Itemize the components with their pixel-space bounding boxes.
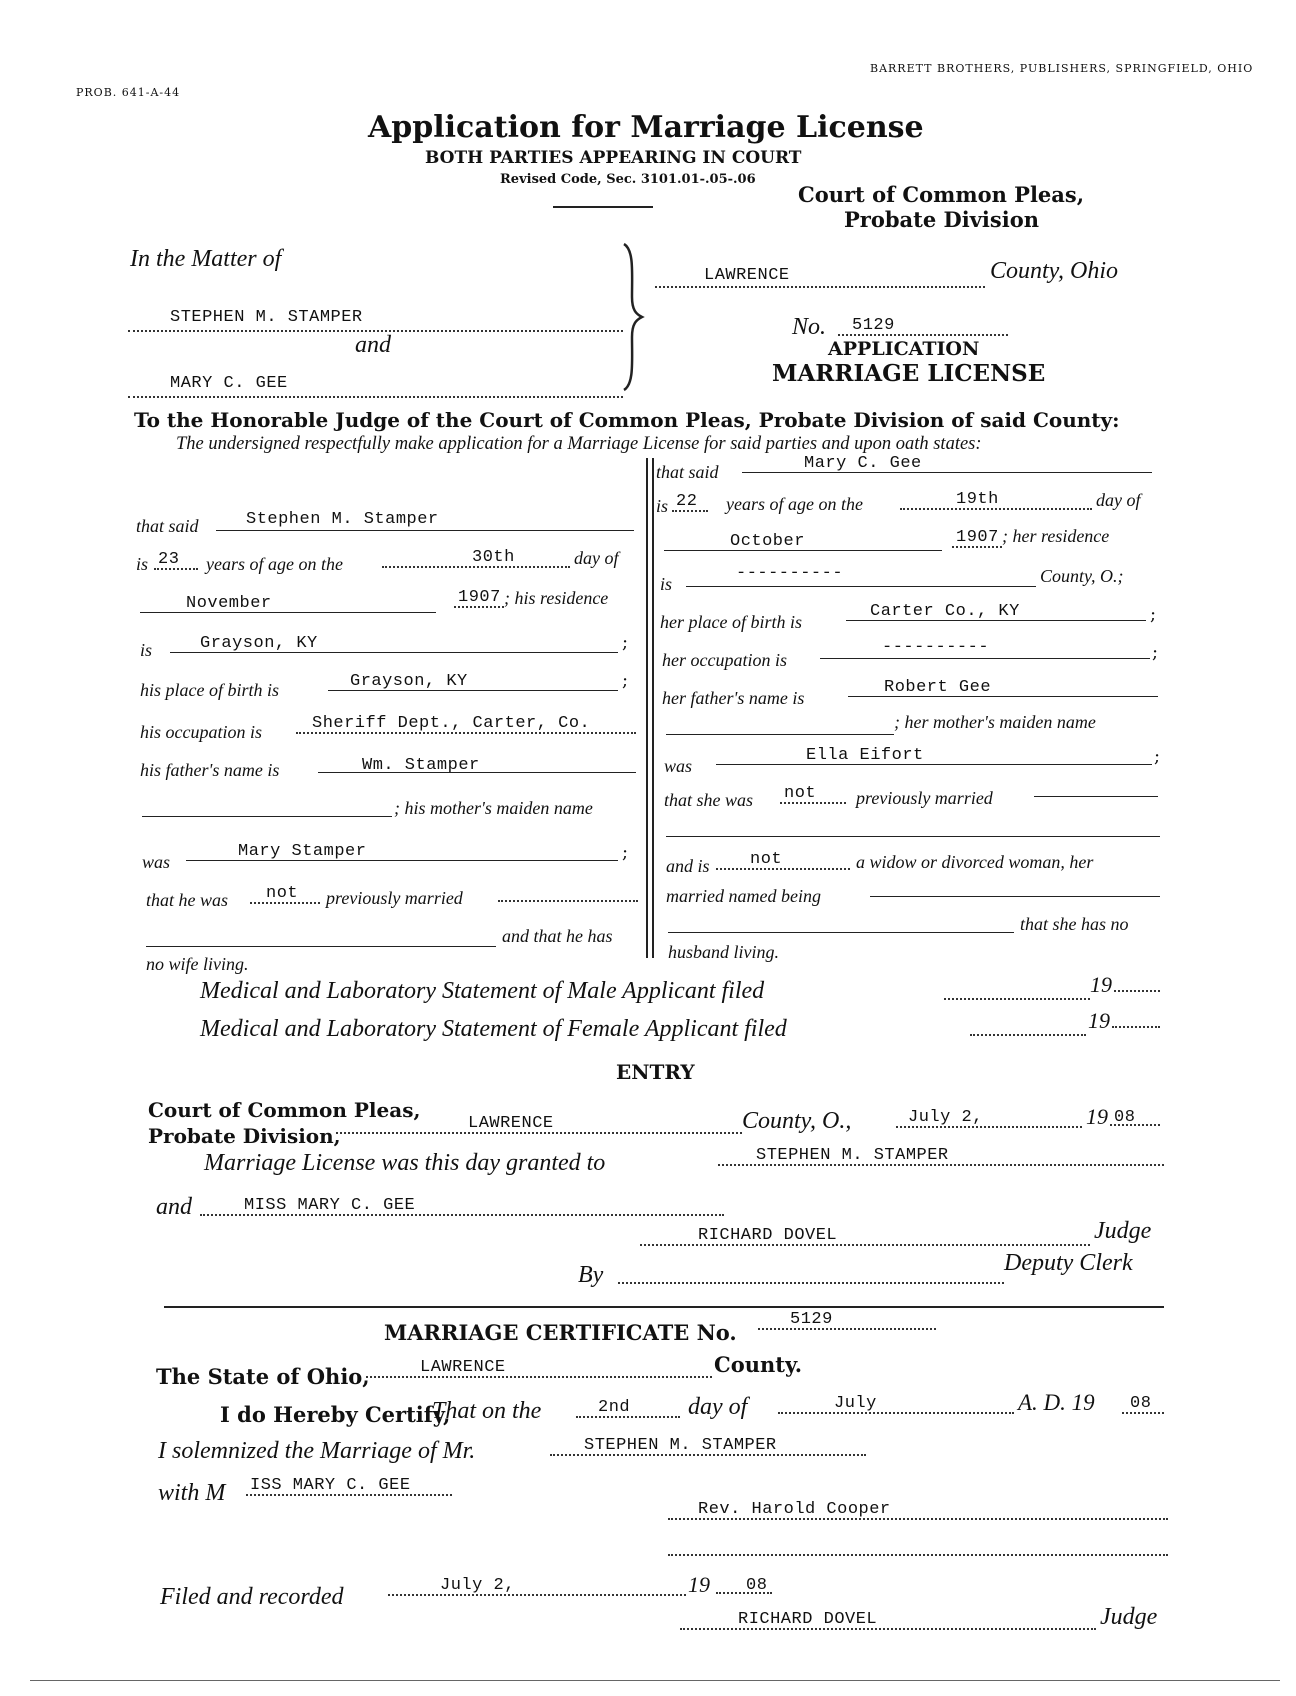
certificate-county: LAWRENCE (420, 1358, 506, 1377)
officiant-line (668, 1518, 1168, 1520)
medical-female-year-line (1112, 1026, 1160, 1028)
female-birthplace: Carter Co., KY (870, 602, 1020, 621)
page-bottom-rule (30, 1680, 1280, 1681)
female-previously-label-a: that she was (664, 790, 754, 810)
certificate-year-line (1122, 1412, 1164, 1414)
female-is-label: is (656, 496, 669, 516)
male-birth-year-line (454, 606, 504, 608)
court-division: Probate Division (844, 207, 1039, 232)
male-previously-label-b: previously married (326, 888, 463, 908)
female-previously-value: not (784, 784, 817, 803)
bride-name: MARY C. GEE (170, 374, 288, 393)
oath-line: The undersigned respectfully make application for a Marriage License for said parties and upon oath states: (176, 434, 982, 454)
groom-name: STEPHEN M. STAMPER (170, 308, 363, 327)
solemnized-label: I solemnized the Marriage of Mr. (158, 1438, 476, 1464)
certificate-bride: ISS MARY C. GEE (250, 1476, 411, 1495)
male-birthplace-line (328, 690, 618, 691)
female-no-husband-label-a: that she has no (1020, 914, 1129, 934)
medical-female-label: Medical and Laboratory Statement of Female Applicant filed (200, 1016, 787, 1042)
that-on-the-label: That on the (432, 1398, 542, 1424)
male-and-he-has-label: and that he has (502, 926, 613, 946)
entry-deputy-line (618, 1282, 1004, 1284)
filed-date-line (388, 1594, 686, 1596)
certificate-number: 5129 (790, 1310, 833, 1329)
male-residence-label: ; his residence (504, 588, 609, 608)
medical-male-label: Medical and Laboratory Statement of Male Applicant filed (200, 978, 765, 1004)
female-father-extra-line (666, 734, 894, 735)
male-previously-label-a: that he was (146, 890, 229, 910)
entry-year-prefix: 19 (1086, 1104, 1108, 1129)
female-birthplace-label: her place of birth is (660, 612, 802, 632)
certificate-heading: MARRIAGE CERTIFICATE No. (384, 1320, 737, 1345)
male-father: Wm. Stamper (362, 756, 480, 775)
certificate-divider (164, 1306, 1164, 1308)
male-is2-label: is (140, 640, 153, 660)
entry-county-line (336, 1132, 742, 1134)
filing-judge-line (680, 1628, 1096, 1630)
marriage-license-heading: MARRIAGE LICENSE (772, 360, 1046, 387)
document-subtitle: BOTH PARTIES APPEARING IN COURT (425, 148, 802, 168)
male-residence-semicolon: ; (622, 632, 629, 653)
female-that-said-label: that said (656, 462, 719, 482)
male-birth-day: 30th (472, 548, 515, 567)
female-previously-label-b: previously married (856, 788, 993, 808)
certificate-number-line (758, 1328, 936, 1330)
female-day-of-label: day of (1096, 490, 1141, 510)
with-miss-label: with M (158, 1480, 226, 1506)
officiant-title-line (668, 1554, 1168, 1556)
entry-judge-name: RICHARD DOVEL (698, 1226, 838, 1245)
male-mother-line (186, 860, 618, 861)
entry-judge-label: Judge (1094, 1218, 1152, 1244)
certificate-groom-line (550, 1454, 866, 1456)
female-is2-label: is (660, 574, 673, 594)
female-birth-day: 19th (956, 490, 999, 509)
female-occupation: ---------- (882, 638, 990, 657)
filing-judge-label: Judge (1100, 1604, 1158, 1630)
court-name: Court of Common Pleas, (798, 182, 1085, 207)
female-residence-line (686, 586, 1036, 587)
entry-by-label: By (578, 1262, 604, 1288)
certificate-bride-line (246, 1494, 452, 1496)
certificate-year: 08 (1130, 1394, 1152, 1413)
officiant-name: Rev. Harold Cooper (698, 1500, 891, 1519)
female-was-label: was (664, 756, 693, 776)
male-father-label: his father's name is (140, 760, 280, 780)
male-mother-label: ; his mother's maiden name (394, 798, 593, 818)
male-birth-month: November (186, 594, 272, 613)
entry-groom-line (718, 1164, 1164, 1166)
female-birth-month-line (664, 550, 942, 551)
entry-court-line2: Probate Division, (148, 1124, 341, 1148)
female-birth-day-line (900, 508, 1092, 510)
county-line (655, 286, 985, 288)
entry-court-line1: Court of Common Pleas, (148, 1098, 421, 1122)
brace-icon (618, 242, 648, 392)
entry-groom: STEPHEN M. STAMPER (756, 1146, 949, 1165)
entry-bride: MISS MARY C. GEE (244, 1196, 416, 1215)
application-heading: APPLICATION (828, 338, 980, 360)
male-birthplace-semicolon: ; (622, 670, 629, 691)
certificate-day: 2nd (598, 1398, 631, 1417)
female-county-label: County, O.; (1040, 566, 1124, 586)
honorable-judge-line: To the Honorable Judge of the Court of Common Pleas, Probate Division of said County: (134, 408, 1120, 432)
entry-year-line (1110, 1124, 1160, 1126)
entry-heading: ENTRY (616, 1060, 695, 1084)
application-number-line (838, 334, 1008, 336)
male-wife-line (146, 946, 496, 947)
header-divider (553, 206, 653, 208)
application-number-label: No. (792, 314, 827, 340)
entry-date: July 2, (908, 1108, 983, 1127)
medical-male-year: 19 (1090, 972, 1112, 997)
male-birthplace: Grayson, KY (350, 672, 468, 691)
female-residence-label: ; her residence (1002, 526, 1110, 546)
male-father-extra-line (142, 816, 392, 817)
female-years-label: years of age on the (726, 494, 863, 514)
female-name-line (742, 472, 1152, 473)
male-years-label: years of age on the (206, 554, 343, 574)
male-was-label: was (142, 852, 171, 872)
male-birthplace-label: his place of birth is (140, 680, 279, 700)
female-occupation-semicolon: ; (1152, 642, 1159, 663)
in-the-matter-label: In the Matter of (130, 246, 282, 272)
male-mother: Mary Stamper (238, 842, 367, 861)
code-reference: Revised Code, Sec. 3101.01-.05-.06 (500, 172, 756, 187)
state-of-ohio-label: The State of Ohio, (156, 1364, 370, 1389)
medical-female-year: 19 (1088, 1008, 1110, 1033)
female-previously-extra-line (666, 836, 1160, 837)
ad-label: A. D. 19 (1018, 1390, 1095, 1415)
male-previously-line (250, 902, 320, 904)
publisher-line: BARRETT BROTHERS, PUBLISHERS, SPRINGFIELD, OHIO (870, 62, 1254, 75)
female-father: Robert Gee (884, 678, 992, 697)
female-father-line (848, 696, 1158, 697)
female-father-label: her father's name is (662, 688, 805, 708)
female-widow-value: not (750, 850, 783, 869)
male-birth-month-line (140, 612, 436, 613)
female-widow-label: a widow or divorced woman, her (856, 852, 1094, 872)
column-divider-left (646, 458, 648, 958)
certificate-month: July (834, 1394, 877, 1413)
male-residence-line (170, 652, 618, 653)
entry-year: 08 (1114, 1108, 1136, 1127)
female-husband-line (668, 932, 1014, 933)
female-birthplace-semicolon: ; (1150, 604, 1157, 625)
female-birth-year: 1907 (956, 528, 999, 547)
filed-year-prefix: 19 (688, 1572, 710, 1597)
female-age-line (672, 510, 708, 512)
medical-female-line (970, 1034, 1086, 1036)
entry-judge-line (640, 1244, 1090, 1246)
female-residence: ---------- (736, 564, 844, 583)
entry-county-label: County, O., (742, 1108, 852, 1134)
female-mother-line (716, 764, 1152, 765)
male-name: Stephen M. Stamper (246, 510, 439, 529)
female-previously-line (780, 802, 846, 804)
medical-male-year-line (1114, 990, 1160, 992)
female-birth-year-line (952, 546, 1002, 548)
female-occupation-line (820, 658, 1150, 659)
filed-recorded-label: Filed and recorded (160, 1584, 344, 1610)
county-value: LAWRENCE (704, 266, 790, 285)
female-married-named-label: married named being (666, 886, 821, 906)
male-is-label: is (136, 554, 149, 574)
entry-deputy-label: Deputy Clerk (1004, 1250, 1133, 1276)
male-father-line (318, 772, 636, 773)
county-ohio-label: County, Ohio (990, 258, 1119, 284)
male-occupation-line (296, 732, 636, 734)
male-occupation-label: his occupation is (140, 722, 262, 742)
female-age: 22 (676, 492, 698, 511)
filing-judge-name: RICHARD DOVEL (738, 1610, 878, 1629)
and-label: and (355, 332, 391, 358)
female-married-named-line (870, 896, 1160, 897)
entry-date-line (896, 1126, 1082, 1128)
female-name: Mary C. Gee (804, 454, 922, 473)
female-mother-semicolon: ; (1154, 746, 1161, 767)
male-name-line (216, 530, 634, 531)
entry-granted-label: Marriage License was this day granted to (204, 1150, 606, 1176)
filed-date: July 2, (440, 1576, 515, 1595)
male-that-said-label: that said (136, 516, 199, 536)
document-title: Application for Marriage License (368, 110, 924, 145)
female-widow-line (716, 868, 850, 870)
male-birth-year: 1907 (458, 588, 501, 607)
column-divider-right (652, 458, 654, 958)
male-previously-line-b (498, 900, 638, 902)
male-occupation: Sheriff Dept., Carter, Co. (312, 714, 591, 733)
female-birth-month: October (730, 532, 805, 551)
female-no-husband-label-b: husband living. (668, 942, 779, 962)
female-and-is-label: and is (666, 856, 710, 876)
male-age: 23 (158, 550, 180, 569)
certificate-county-label: County. (714, 1352, 803, 1377)
female-birthplace-line (846, 620, 1146, 621)
form-number: PROB. 641-A-44 (76, 86, 181, 99)
certificate-county-line (366, 1376, 712, 1378)
female-occupation-label: her occupation is (662, 650, 787, 670)
certificate-groom: STEPHEN M. STAMPER (584, 1436, 777, 1455)
male-no-wife-label: no wife living. (146, 954, 249, 974)
male-residence: Grayson, KY (200, 634, 318, 653)
male-age-line (154, 568, 198, 570)
certificate-month-line (778, 1412, 1014, 1414)
day-of-label: day of (688, 1394, 748, 1420)
female-mother: Ella Eifort (806, 746, 924, 765)
filed-year: 08 (746, 1576, 768, 1595)
application-number: 5129 (852, 316, 895, 335)
entry-county: LAWRENCE (468, 1114, 554, 1133)
entry-bride-line (200, 1214, 724, 1216)
certify-label: I do Hereby Certify, (220, 1402, 451, 1427)
medical-male-line (944, 998, 1090, 1000)
filed-year-line (716, 1592, 772, 1594)
male-mother-semicolon: ; (622, 842, 629, 863)
male-previously-value: not (266, 884, 299, 903)
bride-name-line (128, 396, 623, 398)
male-birth-day-line (382, 566, 570, 568)
male-day-of-label: day of (574, 548, 619, 568)
certificate-day-line (576, 1416, 680, 1418)
female-previously-line-b (1034, 796, 1158, 797)
entry-and-label: and (156, 1194, 192, 1220)
female-mother-label: ; her mother's maiden name (894, 712, 1096, 732)
